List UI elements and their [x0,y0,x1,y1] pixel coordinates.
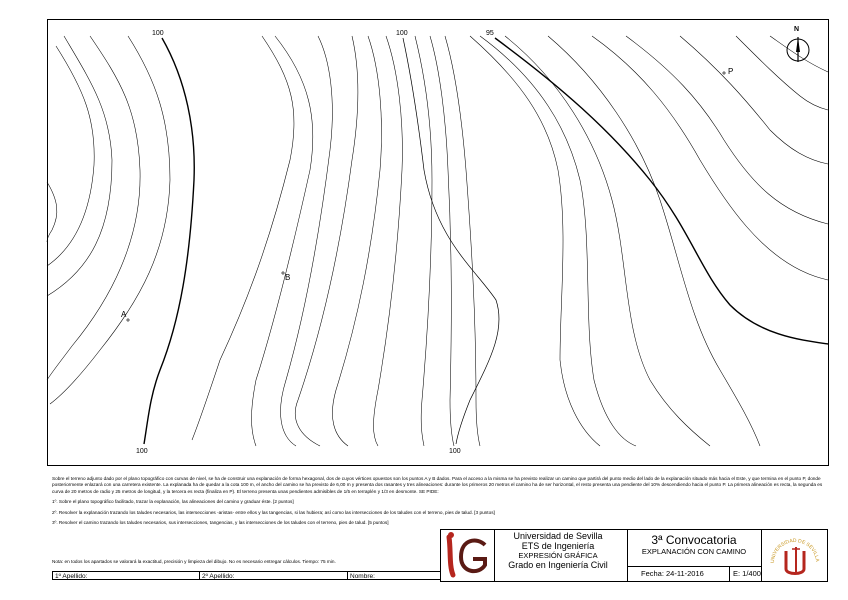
contour-line [548,36,760,446]
contour-label: 100 [449,448,461,455]
master-contour-100-left [144,38,194,444]
contour-label: 100 [396,30,408,37]
contour-label: 100 [136,448,148,455]
contour-line [47,36,140,380]
contour-line [47,36,112,296]
question-3: 3º. Resolver el camino trazando los taludes necesarios, sus intersecciones, tangencias, y las intersecciones de los taludes con el terreno, pies de talud. [5 puntos] [52,520,389,526]
question-1: 1º. Sobre el plano topográfico facilitado, trazar la explanación, las alineaciones del camino y graduar éste. [2 puntos] [52,499,294,505]
exam-statement [52,476,828,526]
exercise-label: EXPLANACIÓN CON CAMINO [641,547,747,556]
contour-line [470,36,600,446]
contour-line [626,36,828,224]
seal-text: UNIVERSIDAD DE SEVILLA [769,537,821,564]
degree-name: Grado en Ingeniería Civil [508,559,608,570]
exam-title [630,533,758,557]
scale-label: E: 1/400 [733,569,761,578]
contour-line [736,36,828,110]
point-p-label: P [728,67,734,76]
university-name: Universidad de Sevilla [513,531,603,541]
contour-label: 95 [486,30,494,37]
university-seal-icon [762,529,828,583]
contour-line [295,36,358,446]
point-a-label: A [121,310,127,319]
contour-line [47,46,94,266]
convocatoria-label: 3ª Convocatoria [651,533,737,547]
contour-line [430,36,454,446]
master-contour-95 [495,38,828,344]
ig-logo-icon [441,531,493,581]
nombre-field[interactable]: Nombre: [347,571,441,580]
contour-line [332,36,381,446]
contour-line [47,182,57,242]
contour-line [50,36,170,404]
contour-line [480,36,636,446]
contour-label: 100 [152,30,164,37]
contour-line [374,36,403,446]
note-text: Nota: en todos los apartados se valorará la exactitud, precisión y limpieza del dibujo. No es necesario entregar cálculos. Tiempo: 75 min. [52,559,336,564]
date-label: Fecha: 24-11-2016 [641,569,704,578]
contour-line [505,36,710,446]
statement-intro: Sobre el terreno adjunto dado por el plano topográfico con curvas de nivel, se ha de construir una explanación de forma hexagonal, dos de cuyos vértices opuestos son los puntos A y B dados. Para el acceso a la misma se ha previsto realizar un camino que partirá del punto medio del lado de la explanación situado más hacia el Este, y que termina en el punto P, donde posteriormente enlazará con una carretera existente. La explanada ha de quedar a la cota 100 m, el ancho del camino se ha previsto de 6,00 m y presenta dos rasantes y tres alineaciones: durante los primeros 20 metros el camino ha de ser horizontal, el resto presenta una pendiente del 10% descendiendo hacia el punto P. La primera alineación es recta, la segunda es curva de 20 metros de radio y 25 metros de longitud, y la tercera es recta (finaliza en P). El terreno presenta unas pendientes admisibles de 1/5 en terraplén y 1/3 en desmonte. SE PIDE: [52,476,823,494]
school-name: ETS de Ingeniería [521,540,595,551]
north-label: N [794,26,800,33]
question-2: 2º. Resolver la explanación trazando los taludes necesarios, las intersecciones -aristas- entre ellos y las tangencias, si las hubiera; así como las intersecciones de los taludes con el terreno, pies de talud. [3 puntos] [52,509,495,515]
point-b-label: B [285,273,291,282]
contour-line [252,36,313,446]
university-info [493,532,623,570]
contour-line [192,36,294,440]
contour-line [281,36,333,446]
contour-line [592,36,828,280]
contour-line [415,36,432,446]
apellido1-field[interactable]: 1º Apellido: [52,571,200,580]
apellido2-field[interactable]: 2º Apellido: [199,571,348,580]
subject-name: EXPRESIÓN GRÁFICA [518,551,598,560]
master-contour-100-mid [403,38,499,444]
